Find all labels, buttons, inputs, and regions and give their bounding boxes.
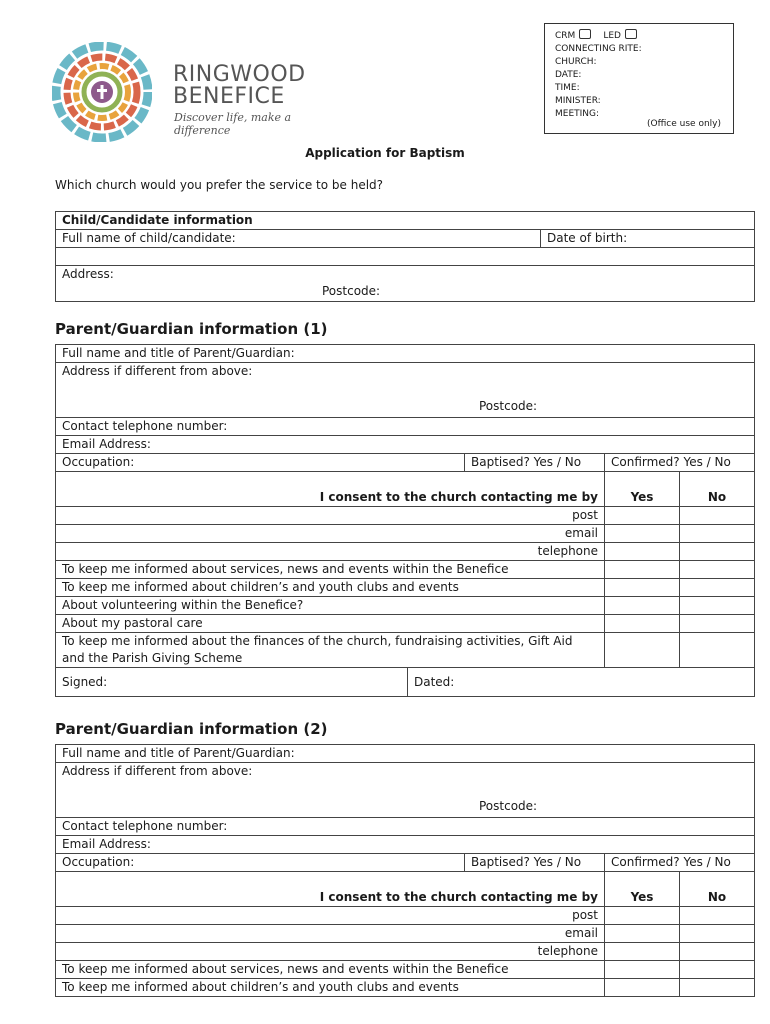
consent-item-label: To keep me informed about services, news and events within the Benefice [56, 961, 605, 979]
parent1-email-field[interactable]: Email Address: [56, 436, 755, 454]
consent-no-cell[interactable] [680, 579, 755, 597]
led-label: LED [603, 31, 621, 41]
benefice-emblem-icon [52, 42, 152, 142]
parent1-phone-field[interactable]: Contact telephone number: [56, 418, 755, 436]
child-name-field[interactable]: Full name of child/candidate: [56, 230, 541, 248]
logo-name-line1: RINGWOOD [173, 62, 306, 87]
child-address-label: Address: [62, 267, 114, 281]
parent1-address-field[interactable] [56, 363, 755, 418]
consent-item-label: To keep me informed about the finances of the church, fundraising activities, Gift Aid and the Parish Giving Scheme [56, 633, 605, 668]
spacer-row [56, 248, 755, 266]
office-field: CONNECTING RITE: [555, 44, 642, 54]
consent-item-label: To keep me informed about children’s and youth clubs and events [56, 579, 605, 597]
consent-no-cell[interactable] [680, 943, 755, 961]
consent-item-label: To keep me informed about services, news and events within the Benefice [56, 561, 605, 579]
benefice-logo [52, 42, 322, 142]
parent2-name-field[interactable]: Full name and title of Parent/Guardian: [56, 745, 755, 763]
parent1-yes-header: Yes [605, 472, 680, 507]
parent2-table [55, 744, 755, 997]
consent-method-label: telephone [56, 943, 605, 961]
parent1-heading: Parent/Guardian information (1) [55, 320, 328, 338]
parent2-address-label: Address if different from above: [62, 764, 253, 778]
office-field: MEETING: [555, 109, 600, 119]
parent2-heading: Parent/Guardian information (2) [55, 720, 328, 738]
crm-checkbox[interactable] [579, 29, 591, 39]
consent-yes-cell[interactable] [605, 543, 680, 561]
consent-no-cell[interactable] [680, 633, 755, 668]
parent1-table [55, 344, 755, 697]
parent2-address-field[interactable] [56, 763, 755, 818]
consent-no-cell[interactable] [680, 561, 755, 579]
child-info-table [55, 211, 755, 302]
consent-method-label: email [56, 525, 605, 543]
logo-name-line2: BENEFICE [173, 84, 285, 109]
parent1-confirmed-field[interactable]: Confirmed? Yes / No [605, 454, 755, 472]
parent2-phone-field[interactable]: Contact telephone number: [56, 818, 755, 836]
consent-no-cell[interactable] [680, 907, 755, 925]
parent2-no-header: No [680, 872, 755, 907]
consent-no-cell[interactable] [680, 925, 755, 943]
parent1-consent-header: I consent to the church contacting me by [56, 472, 605, 507]
consent-no-cell[interactable] [680, 979, 755, 997]
parent2-baptised-field[interactable]: Baptised? Yes / No [465, 854, 605, 872]
parent2-email-field[interactable]: Email Address: [56, 836, 755, 854]
consent-yes-cell[interactable] [605, 507, 680, 525]
consent-yes-cell[interactable] [605, 633, 680, 668]
parent1-postcode-label: Postcode: [479, 399, 538, 413]
consent-method-label: post [56, 507, 605, 525]
office-field: CHURCH: [555, 57, 597, 67]
consent-item-label: To keep me informed about children’s and youth clubs and events [56, 979, 605, 997]
office-field: MINISTER: [555, 96, 601, 106]
consent-method-label: email [56, 925, 605, 943]
parent1-signed-field[interactable]: Signed: [56, 668, 408, 697]
page-title: Application for Baptism [305, 146, 465, 160]
consent-yes-cell[interactable] [605, 525, 680, 543]
consent-yes-cell[interactable] [605, 979, 680, 997]
consent-yes-cell[interactable] [605, 615, 680, 633]
consent-no-cell[interactable] [680, 615, 755, 633]
parent1-address-label: Address if different from above: [62, 364, 253, 378]
consent-yes-cell[interactable] [605, 579, 680, 597]
crm-label: CRM [555, 31, 576, 41]
consent-method-label: post [56, 907, 605, 925]
parent2-consent-header: I consent to the church contacting me by [56, 872, 605, 907]
logo-tagline: Discover life, make a difference [174, 111, 292, 137]
consent-no-cell[interactable] [680, 507, 755, 525]
consent-yes-cell[interactable] [605, 961, 680, 979]
parent1-occupation-field[interactable]: Occupation: [56, 454, 465, 472]
office-use-box [544, 23, 734, 134]
parent2-confirmed-field[interactable]: Confirmed? Yes / No [605, 854, 755, 872]
consent-item-label: About my pastoral care [56, 615, 605, 633]
consent-yes-cell[interactable] [605, 907, 680, 925]
consent-yes-cell[interactable] [605, 925, 680, 943]
consent-yes-cell[interactable] [605, 561, 680, 579]
consent-item-label: About volunteering within the Benefice? [56, 597, 605, 615]
office-field: TIME: [555, 83, 580, 93]
parent2-occupation-field[interactable]: Occupation: [56, 854, 465, 872]
parent2-postcode-label: Postcode: [479, 799, 538, 813]
office-use-note: (Office use only) [647, 119, 721, 129]
child-postcode-label: Postcode: [322, 284, 381, 298]
parent1-baptised-field[interactable]: Baptised? Yes / No [465, 454, 605, 472]
office-field: DATE: [555, 70, 582, 80]
consent-method-label: telephone [56, 543, 605, 561]
consent-yes-cell[interactable] [605, 943, 680, 961]
church-preference-question: Which church would you prefer the service to be held? [55, 178, 384, 192]
parent1-name-field[interactable]: Full name and title of Parent/Guardian: [56, 345, 755, 363]
parent1-dated-field[interactable]: Dated: [408, 668, 755, 697]
child-address-field[interactable] [56, 266, 755, 302]
consent-no-cell[interactable] [680, 543, 755, 561]
child-info-header: Child/Candidate information [56, 212, 755, 230]
consent-yes-cell[interactable] [605, 597, 680, 615]
consent-no-cell[interactable] [680, 525, 755, 543]
led-checkbox[interactable] [625, 29, 637, 39]
child-dob-field[interactable]: Date of birth: [541, 230, 755, 248]
consent-no-cell[interactable] [680, 961, 755, 979]
consent-no-cell[interactable] [680, 597, 755, 615]
parent1-no-header: No [680, 472, 755, 507]
parent2-yes-header: Yes [605, 872, 680, 907]
